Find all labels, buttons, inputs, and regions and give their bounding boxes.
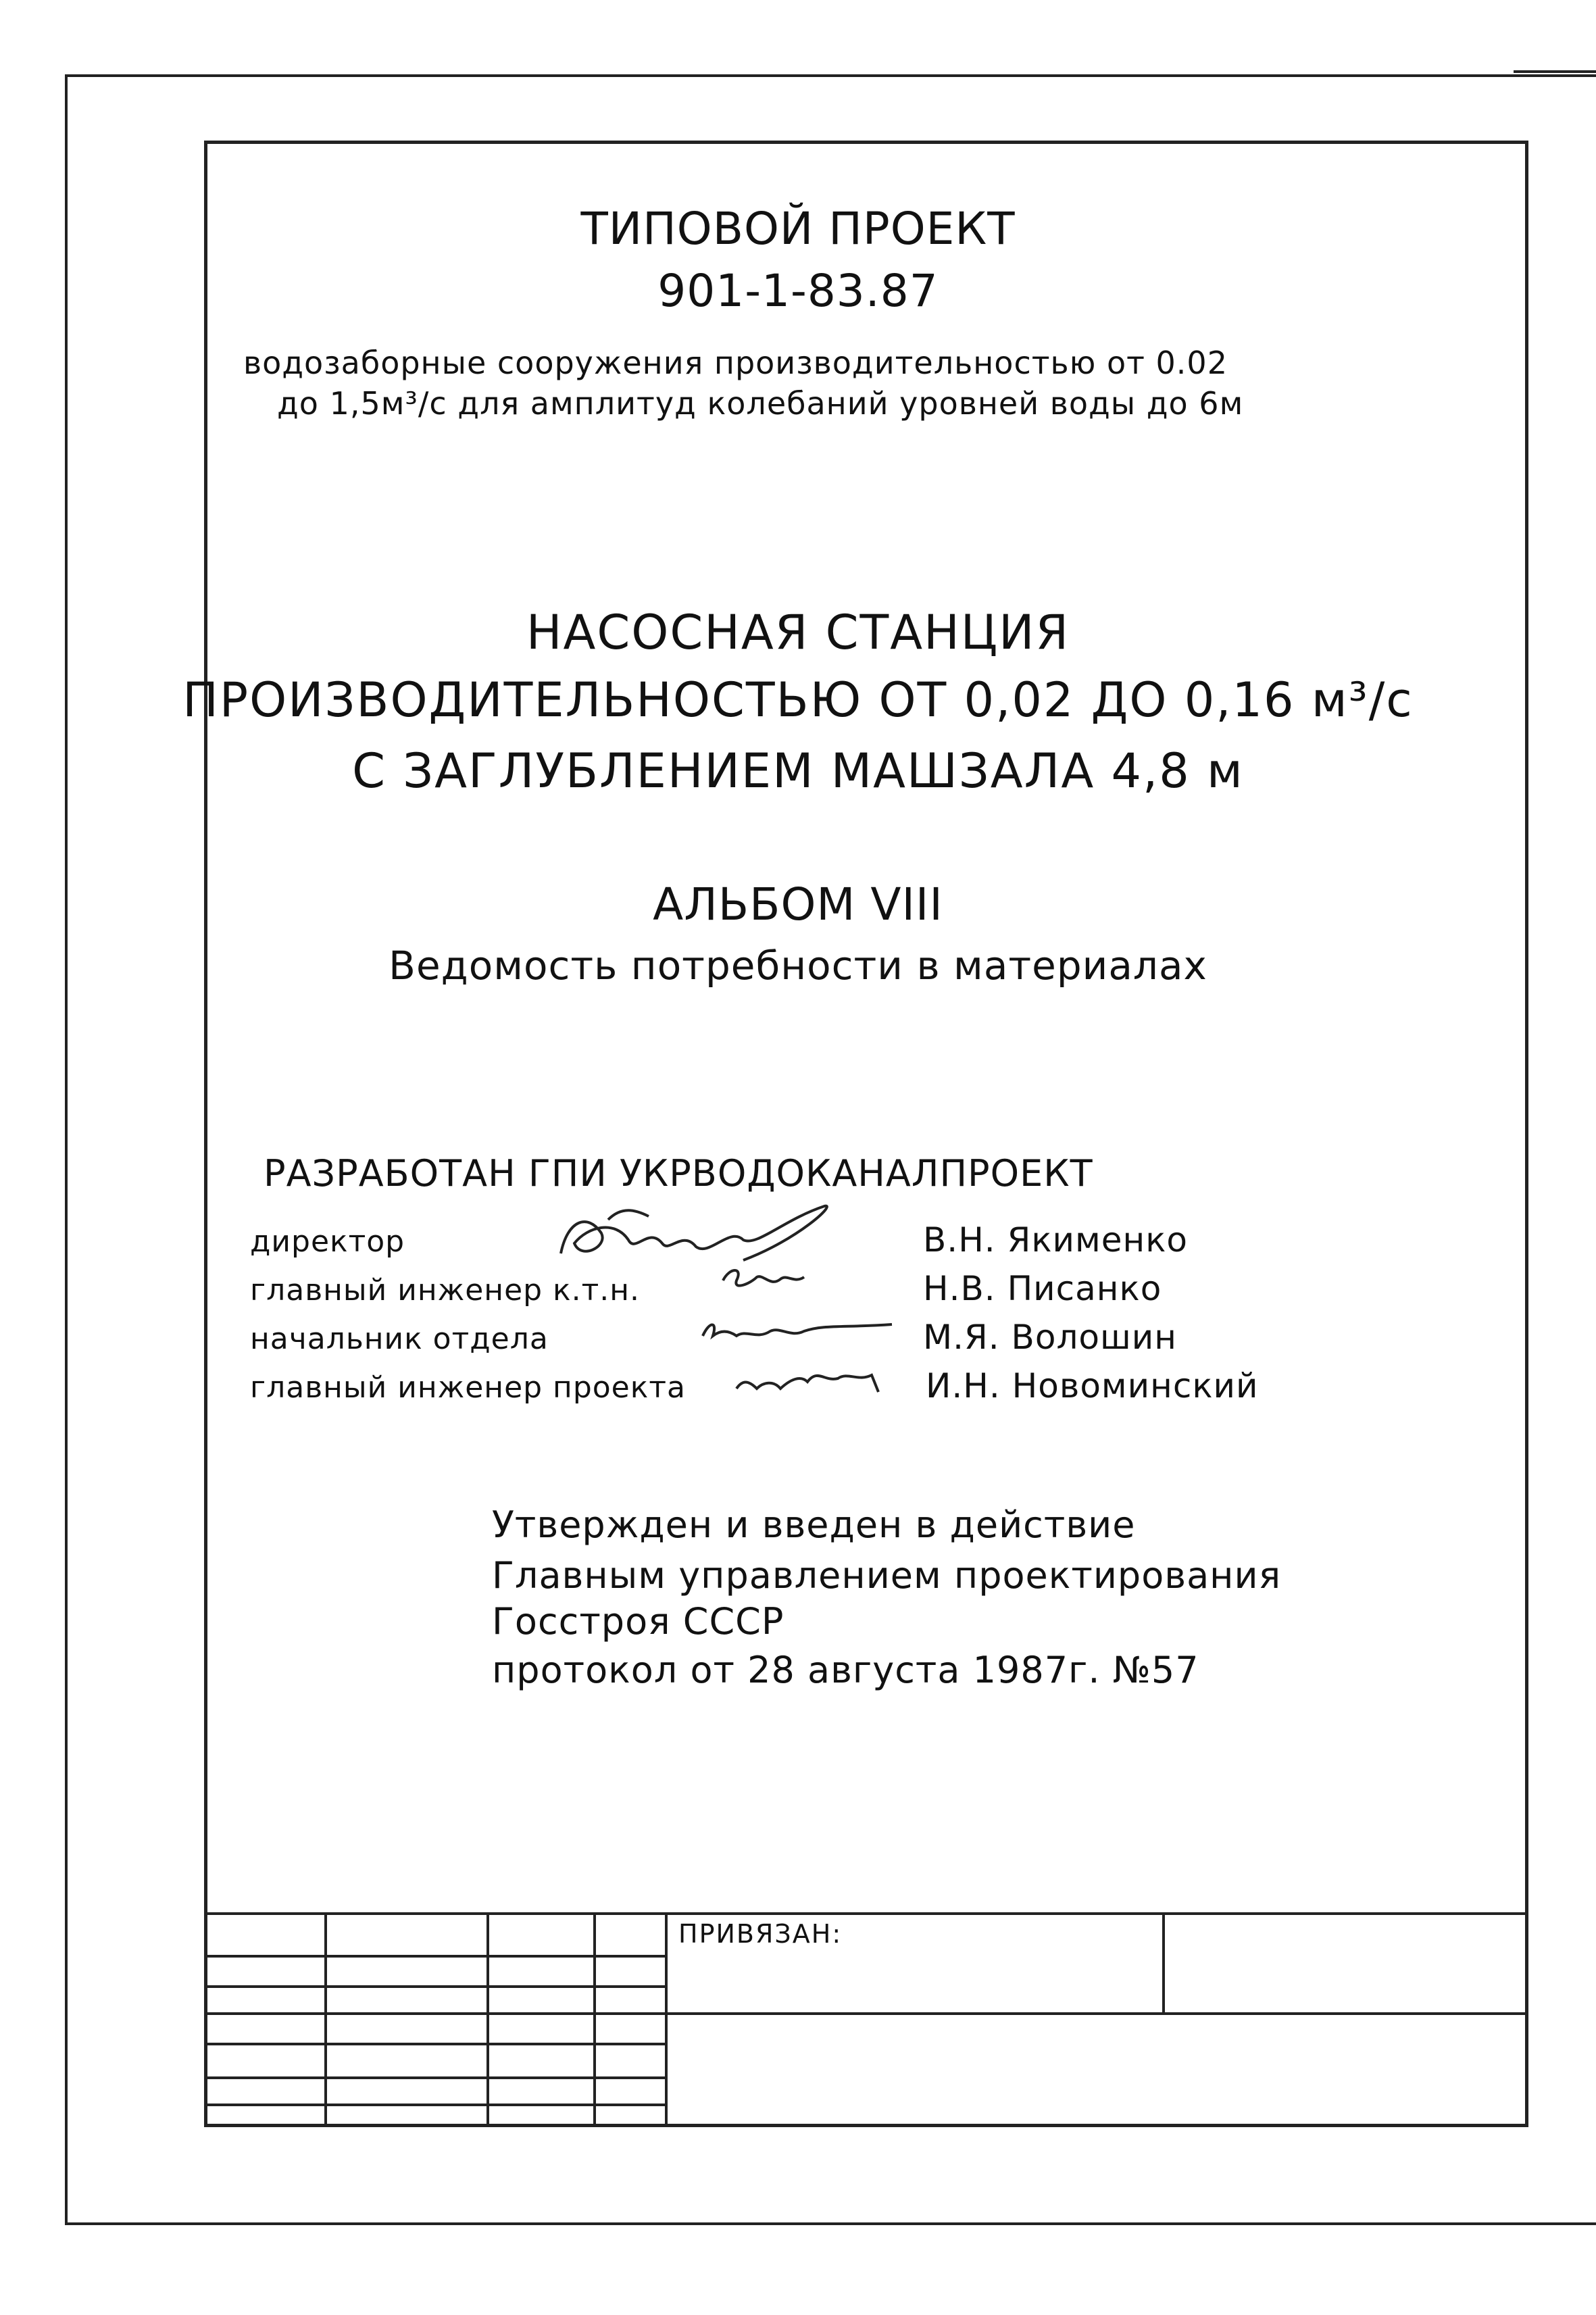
signatory-role: главный инженер проекта (250, 1370, 686, 1405)
project-number: 901-1-83.87 (657, 265, 939, 317)
subject-line3: С ЗАГЛУБЛЕНИЕМ МАШЗАЛА 4,8 м (352, 743, 1244, 799)
title-block-stamp (204, 1912, 1528, 2124)
signatory-name: В.Н. Якименко (923, 1220, 1188, 1260)
approval-line4: протокол от 28 августа 1987г. №57 (492, 1649, 1199, 1691)
subject-line1: НАСОСНАЯ СТАНЦИЯ (526, 605, 1070, 660)
album-subtitle: Ведомость потребности в материалах (389, 943, 1207, 989)
bound-to-label: ПРИВЯЗАН: (678, 1919, 843, 1949)
approval-line3: Госстроя СССР (492, 1600, 784, 1643)
document-type-title: ТИПОВОЙ ПРОЕКТ (580, 203, 1016, 255)
developer-label: РАЗРАБОТАН ГПИ УКРВОДОКАНАЛПРОЕКТ (264, 1152, 1093, 1195)
project-description-line2: до 1,5м³/с для амплитуд колебаний уровней воды до 6м (277, 385, 1244, 422)
handwritten-signatures (541, 1179, 932, 1409)
approval-line1: Утвержден и введен в действие (492, 1503, 1136, 1546)
approval-line2: Главным управлением проектирования (492, 1554, 1282, 1597)
signatory-role: начальник отдела (250, 1322, 549, 1356)
subject-line2: ПРОИЗВОДИТЕЛЬНОСТЬЮ ОТ 0,02 ДО 0,16 м³/с (182, 672, 1414, 728)
album-title: АЛЬБОМ VIII (653, 878, 943, 930)
signatory-name: М.Я. Волошин (923, 1318, 1177, 1357)
signatory-role: главный инженер к.т.н. (250, 1273, 640, 1308)
inner-drawing-frame (204, 141, 1528, 2127)
signatory-name: И.Н. Новоминский (926, 1366, 1259, 1405)
project-description-line1: водозаборные сооружения производительностью от 0.02 (243, 345, 1228, 381)
signatory-role: директор (250, 1224, 405, 1259)
sheet-top-edge (1514, 70, 1596, 73)
signatory-name: Н.В. Писанко (923, 1269, 1162, 1308)
